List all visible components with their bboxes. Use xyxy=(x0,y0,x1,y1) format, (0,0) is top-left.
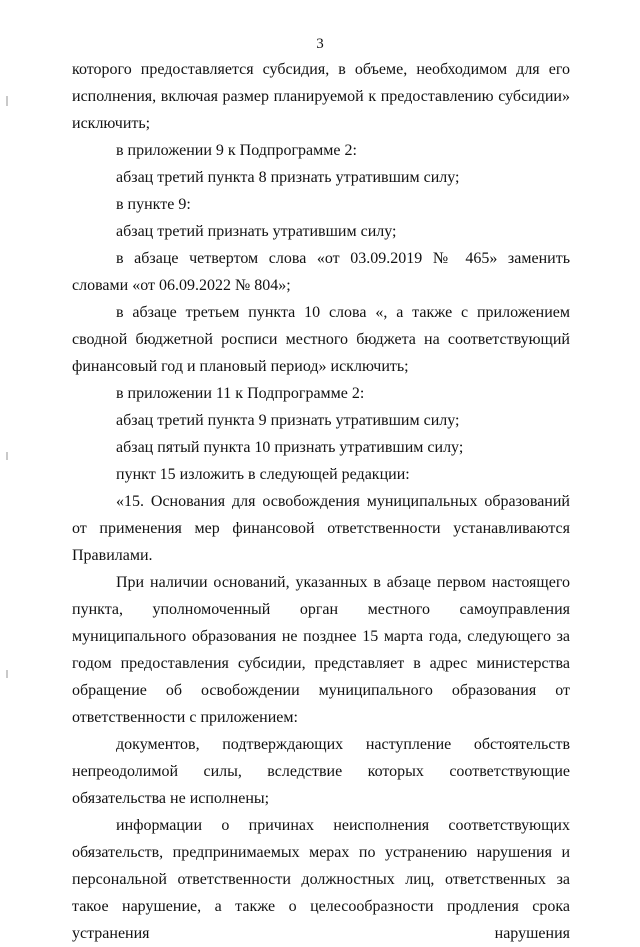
paragraph: которого предоставляется субсидия, в объеме, необходимом для его исполнения, включая размер планируемой к предоставлению субсидии» исключить; xyxy=(72,61,570,132)
document-body xyxy=(72,56,570,947)
paragraph: в абзаце третьем пункта 10 слова «, а также с приложением сводной бюджетной росписи местного бюджета на соответствующий финансовый год и плановый период» исключить; xyxy=(72,304,570,375)
paragraph: абзац третий пункта 8 признать утратившим силу; xyxy=(116,169,460,186)
paragraph: в приложении 9 к Подпрограмме 2: xyxy=(116,142,357,159)
paragraph: документов, подтверждающих наступление обстоятельств непреодолимой силы, вследствие которых соответствующие обязательства не исполнены; xyxy=(72,736,570,807)
paragraph: информации о причинах неисполнения соответствующих обязательств, предпринимаемых мерах по устранению нарушения и персональной ответственности должностных лиц, ответственных за такое нарушение, а также о целесообразности продления срока устранения нарушения xyxy=(72,817,570,942)
paragraph: в абзаце четвертом слова «от 03.09.2019 № 465» заменить словами «от 06.09.2022 № 804»; xyxy=(72,250,570,294)
page-number: 3 xyxy=(316,36,324,52)
paragraph: в пункте 9: xyxy=(116,196,191,213)
scan-edge-mark xyxy=(6,96,8,106)
scan-edge-mark xyxy=(6,452,8,460)
paragraph: При наличии оснований, указанных в абзаце первом настоящего пункта, уполномоченный орган местного самоуправления муниципального образования не позднее 15 марта года, следующего за годом предоставления субсидии, представляет в адрес министерства обращение об освобождении муниципального образования от ответственности с приложением: xyxy=(72,574,570,726)
paragraph: «15. Основания для освобождения муниципальных образований от применения мер финансовой ответственности устанавливаются Правилами. xyxy=(72,493,570,564)
paragraph: в приложении 11 к Подпрограмме 2: xyxy=(116,385,365,402)
paragraph: абзац третий пункта 9 признать утратившим силу; xyxy=(116,412,460,429)
scan-edge-mark xyxy=(6,670,8,678)
paragraph: абзац пятый пункта 10 признать утратившим силу; xyxy=(116,439,464,456)
paragraph: абзац третий признать утратившим силу; xyxy=(116,223,397,240)
paragraph: пункт 15 изложить в следующей редакции: xyxy=(116,466,410,483)
